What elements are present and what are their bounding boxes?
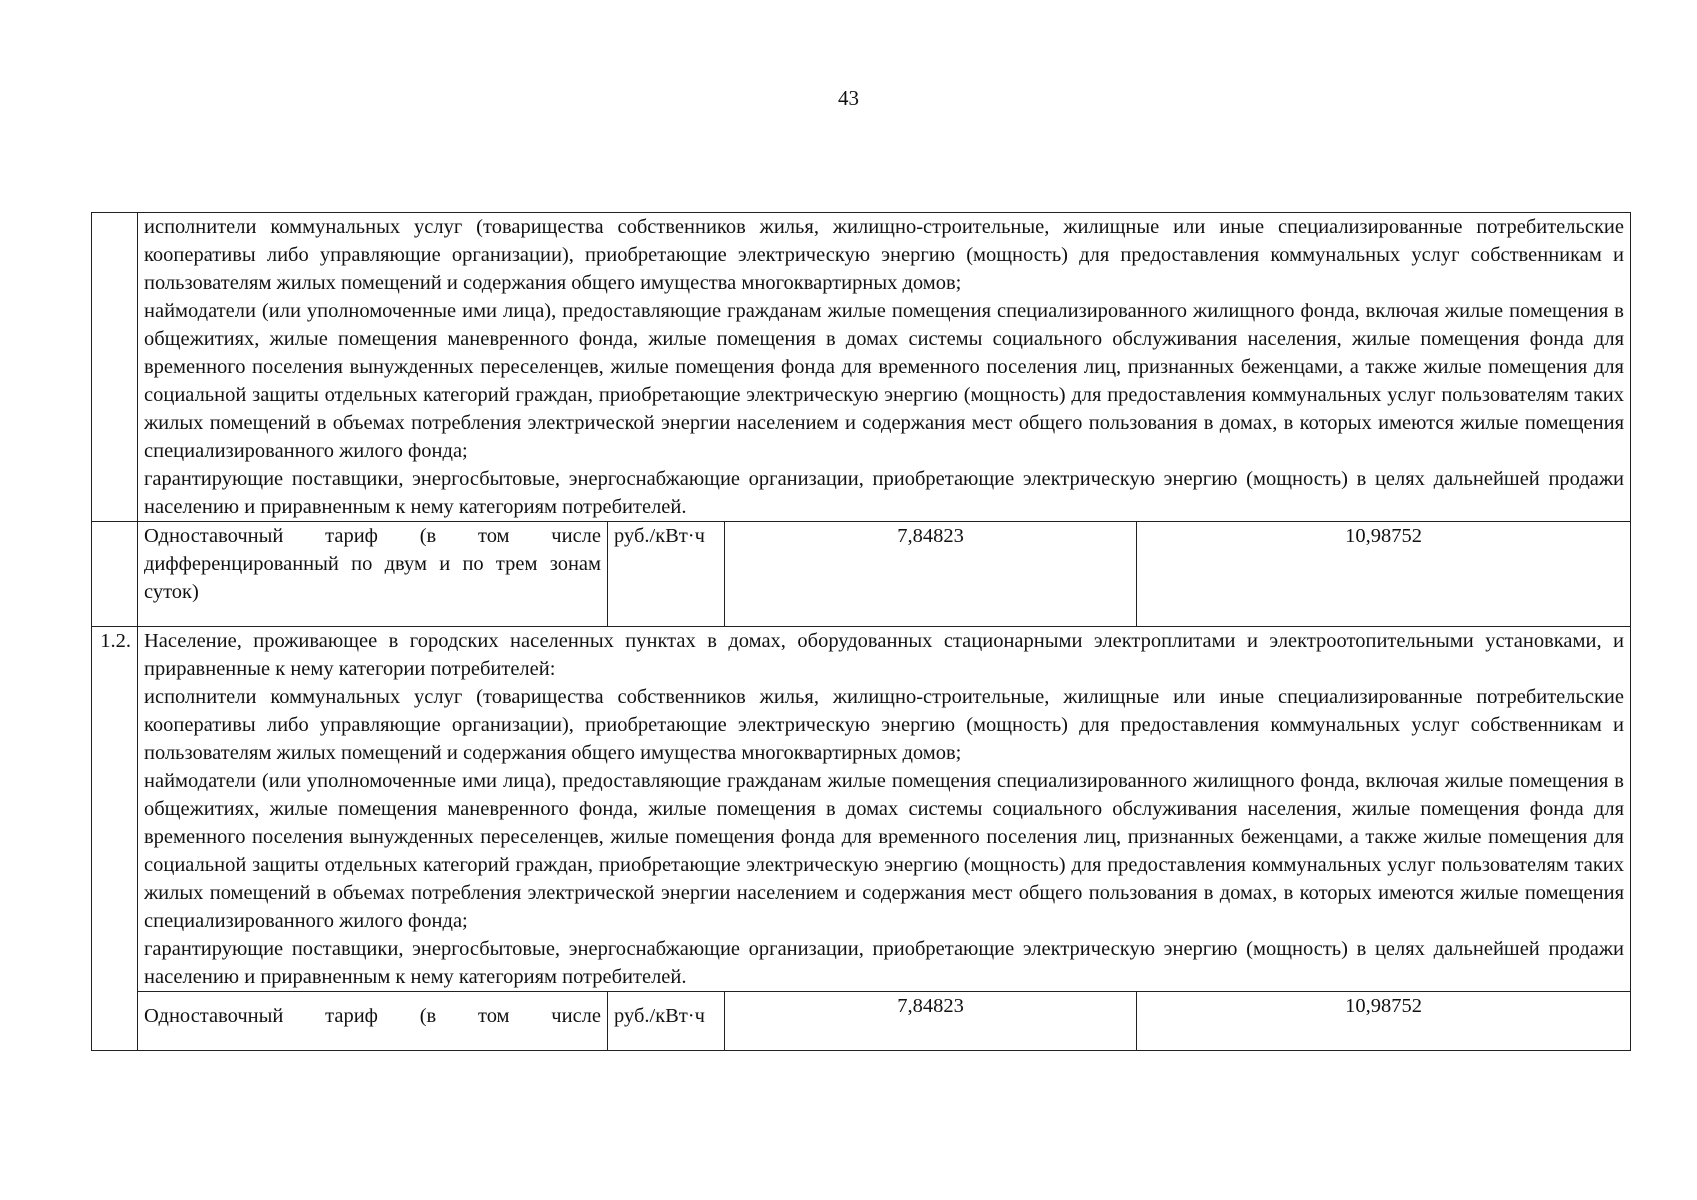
tariff-value-first-half: 7,84823 [725, 992, 1137, 1051]
paragraph-landlords: наймодатели (или уполномоченные ими лица), предоставляющие гражданам жилые помещения специализированного жилищного фонда, включая жилые помещения в общежитиях, жилые помещения маневренного фонда, жилые помещения в домах системы социального обслуживания населения, жилые помещения фонда для временного поселения вынужденных переселенцев, жилые помещения фонда для временного поселения лиц, признанных беженцами, а также жилые помещения для социальной защиты отдельных категорий граждан, приобретающие электрическую энергию (мощность) для предоставления коммунальных услуг пользователям таких жилых помещений в объемах потребления электрической энергии населением и содержания мест общего пользования в домах, в которых имеются жилые помещения специализированного жилого фонда; [144, 300, 1624, 462]
tariff-unit: руб./кВт·ч [608, 992, 725, 1051]
tariff-value-first-half: 7,84823 [725, 522, 1137, 627]
tariff-table [91, 212, 1631, 1051]
paragraph-suppliers: гарантирующие поставщики, энергосбытовые, энергоснабжающие организации, приобретающие электрическую энергию (мощность) в целях дальнейшей продажи населению и приравненным к нему категориям потребителей. [144, 468, 1624, 518]
consumer-description [138, 627, 1631, 992]
tariff-unit: руб./кВт·ч [608, 522, 725, 627]
table-row [92, 627, 1631, 992]
row-number: 1.2. [92, 627, 138, 1051]
table-row [92, 522, 1631, 627]
paragraph-suppliers: гарантирующие поставщики, энергосбытовые, энергоснабжающие организации, приобретающие электрическую энергию (мощность) в целях дальнейшей продажи населению и приравненным к нему категориям потребителей. [144, 938, 1624, 988]
paragraph-executors: исполнители коммунальных услуг (товарищества собственников жилья, жилищно-строительные, жилищные или иные специализированные потребительские кооперативы либо управляющие организации), приобретающие электрическую энергию (мощность) для предоставления коммунальных услуг собственникам и пользователям жилых помещений и содержания общего имущества многоквартирных домов; [144, 686, 1624, 764]
row-number-cell [92, 522, 138, 627]
tariff-label-text: Одноставочный тариф (в том числе [144, 1005, 601, 1027]
tariff-label [138, 992, 608, 1051]
tariff-label: Одноставочный тариф (в том числе дифференцированный по двум и по трем зонам суток) [138, 522, 608, 627]
paragraph-executors: исполнители коммунальных услуг (товарищества собственников жилья, жилищно-строительные, жилищные или иные специализированные потребительские кооперативы либо управляющие организации), приобретающие электрическую энергию (мощность) для предоставления коммунальных услуг собственникам и пользователям жилых помещений и содержания общего имущества многоквартирных домов; [144, 216, 1624, 294]
page-number: 43 [838, 86, 859, 110]
table-row [92, 992, 1631, 1051]
row-number-cell [92, 213, 138, 522]
paragraph-population: Население, проживающее в городских населенных пунктах в домах, оборудованных стационарными электроплитами и электроотопительными установками, и приравненные к нему категории потребителей: [144, 630, 1624, 680]
table-row [92, 213, 1631, 522]
tariff-value-second-half: 10,98752 [1137, 522, 1631, 627]
tariff-value-second-half: 10,98752 [1137, 992, 1631, 1051]
consumer-description [138, 213, 1631, 522]
paragraph-landlords: наймодатели (или уполномоченные ими лица), предоставляющие гражданам жилые помещения специализированного жилищного фонда, включая жилые помещения в общежитиях, жилые помещения маневренного фонда, жилые помещения в домах системы социального обслуживания населения, жилые помещения фонда для временного поселения вынужденных переселенцев, жилые помещения фонда для временного поселения лиц, признанных беженцами, а также жилые помещения для социальной защиты отдельных категорий граждан, приобретающие электрическую энергию (мощность) для предоставления коммунальных услуг пользователям таких жилых помещений в объемах потребления электрической энергии населением и содержания мест общего пользования в домах, в которых имеются жилые помещения специализированного жилого фонда; [144, 770, 1624, 932]
